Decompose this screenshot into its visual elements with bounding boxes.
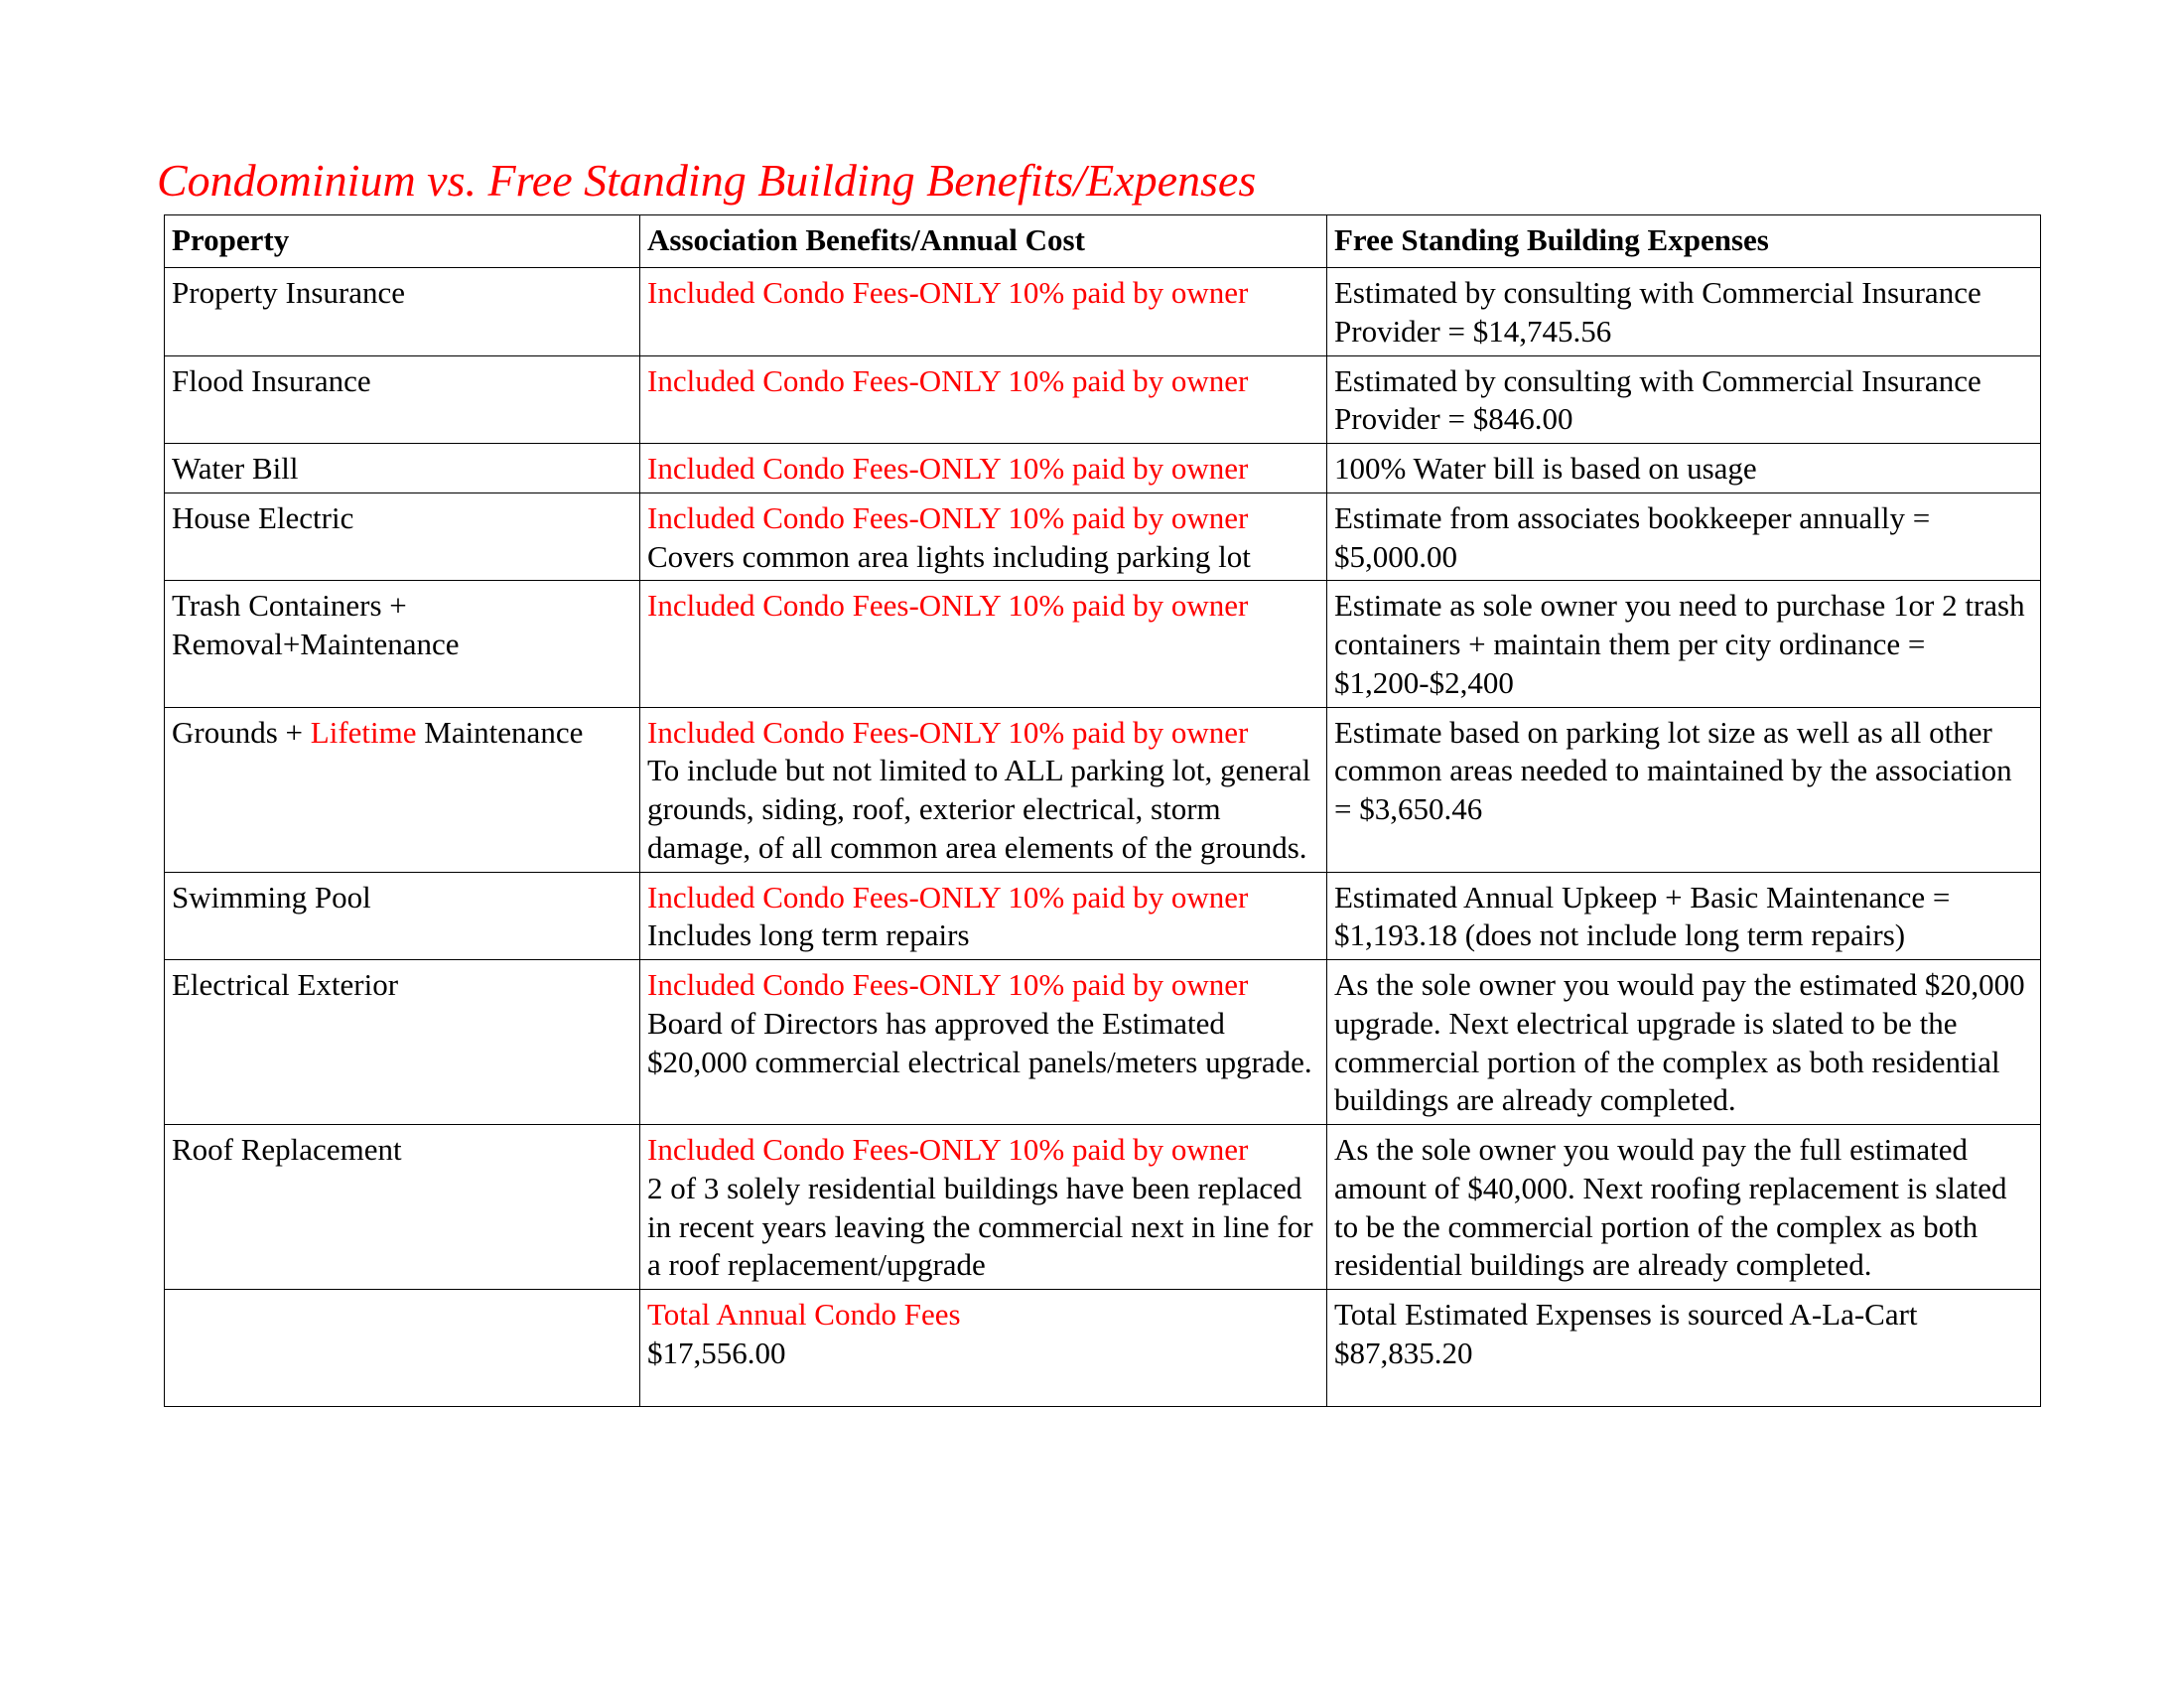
header-association-benefits: Association Benefits/Annual Cost: [640, 215, 1327, 268]
property-cell: Electrical Exterior: [165, 960, 640, 1125]
total-condo-cell: [640, 1290, 1327, 1407]
benefit-cell: [640, 1125, 1327, 1290]
property-label-part: Maintenance: [416, 714, 584, 750]
total-condo-label: Total Annual Condo Fees: [647, 1297, 961, 1332]
included-note: Included Condo Fees-ONLY 10% paid by owner: [647, 714, 1249, 750]
benefit-cell: [640, 268, 1327, 356]
benefit-cell: [640, 872, 1327, 960]
benefit-note: Includes long term repairs: [647, 917, 970, 953]
included-note: Included Condo Fees-ONLY 10% paid by owner: [647, 588, 1249, 624]
table-row: [165, 581, 2041, 707]
benefit-cell: [640, 444, 1327, 493]
expense-cell: Estimated by consulting with Commercial Insurance Provider = $846.00: [1327, 355, 2041, 444]
included-note: Included Condo Fees-ONLY 10% paid by owner: [647, 451, 1249, 486]
property-label-part: Grounds +: [172, 714, 311, 750]
included-note: Included Condo Fees-ONLY 10% paid by owner: [647, 1132, 1249, 1167]
property-cell: Swimming Pool: [165, 872, 640, 960]
included-note: Included Condo Fees-ONLY 10% paid by owner: [647, 362, 1249, 398]
table-row: [165, 492, 2041, 581]
property-cell: Flood Insurance: [165, 355, 640, 444]
benefit-cell: [640, 581, 1327, 707]
table-row: [165, 1125, 2041, 1290]
benefit-note: Covers common area lights including parking lot: [647, 538, 1251, 574]
expense-cell: Estimate from associates bookkeeper annually = $5,000.00: [1327, 492, 2041, 581]
table-row: [165, 872, 2041, 960]
benefit-cell: [640, 960, 1327, 1125]
table-row: [165, 707, 2041, 872]
property-label: Trash Containers + Removal+Maintenance: [172, 588, 460, 661]
expense-cell: As the sole owner you would pay the estimated $20,000 upgrade. Next electrical upgrade is slated to be the commercial portion of the complex as both residential buildings are already completed.: [1327, 960, 2041, 1125]
property-cell: Property Insurance: [165, 268, 640, 356]
included-note: Included Condo Fees-ONLY 10% paid by owner: [647, 967, 1249, 1002]
property-cell: [165, 581, 640, 707]
total-expense-label: Total Estimated Expenses is sourced A-La-Cart: [1334, 1297, 1918, 1332]
total-expense-cell: [1327, 1290, 2041, 1407]
table-row: [165, 960, 2041, 1125]
lifetime-highlight: Lifetime: [310, 714, 417, 750]
property-cell: Roof Replacement: [165, 1125, 640, 1290]
table-row: [165, 268, 2041, 356]
table-row: [165, 444, 2041, 493]
benefit-note: To include but not limited to ALL parking lot, general grounds, siding, roof, exterior electrical, storm damage, of all common area elements of the grounds.: [647, 753, 1311, 865]
expense-cell: Estimated by consulting with Commercial Insurance Provider = $14,745.56: [1327, 268, 2041, 356]
document-title: Condominium vs. Free Standing Building Benefits/Expenses: [157, 155, 1257, 206]
benefit-cell: [640, 492, 1327, 581]
included-note: Included Condo Fees-ONLY 10% paid by owner: [647, 275, 1249, 310]
included-note: Included Condo Fees-ONLY 10% paid by owner: [647, 499, 1249, 535]
included-note: Included Condo Fees-ONLY 10% paid by owner: [647, 879, 1249, 914]
comparison-table: [164, 214, 2041, 1407]
table-header-row: [165, 215, 2041, 268]
benefit-cell: [640, 707, 1327, 872]
expense-cell: Estimate as sole owner you need to purchase 1or 2 trash containers + maintain them per city ordinance = $1,200-$2,400: [1327, 581, 2041, 707]
total-expense-value: $87,835.20: [1334, 1335, 1473, 1370]
total-row: [165, 1290, 2041, 1407]
header-free-standing-expenses: Free Standing Building Expenses: [1327, 215, 2041, 268]
expense-cell: Estimate based on parking lot size as well as all other common areas needed to maintained by the association = $3,650.46: [1327, 707, 2041, 872]
total-condo-value: $17,556.00: [647, 1335, 786, 1370]
benefit-note: Board of Directors has approved the Estimated $20,000 commercial electrical panels/meters upgrade.: [647, 1005, 1312, 1079]
table-row: [165, 355, 2041, 444]
expense-cell: 100% Water bill is based on usage: [1327, 444, 2041, 493]
header-property: Property: [165, 215, 640, 268]
expense-cell: As the sole owner you would pay the full estimated amount of $40,000. Next roofing replacement is slated to be the commercial portion of the complex as both residential buildings are already completed.: [1327, 1125, 2041, 1290]
property-cell: Water Bill: [165, 444, 640, 493]
benefit-cell: [640, 355, 1327, 444]
benefit-note: 2 of 3 solely residential buildings have been replaced in recent years leaving the commercial next in line for a roof replacement/upgrade: [647, 1170, 1313, 1283]
total-property-cell: [165, 1290, 640, 1407]
property-cell: [165, 707, 640, 872]
property-cell: House Electric: [165, 492, 640, 581]
expense-cell: Estimated Annual Upkeep + Basic Maintenance = $1,193.18 (does not include long term repairs): [1327, 872, 2041, 960]
